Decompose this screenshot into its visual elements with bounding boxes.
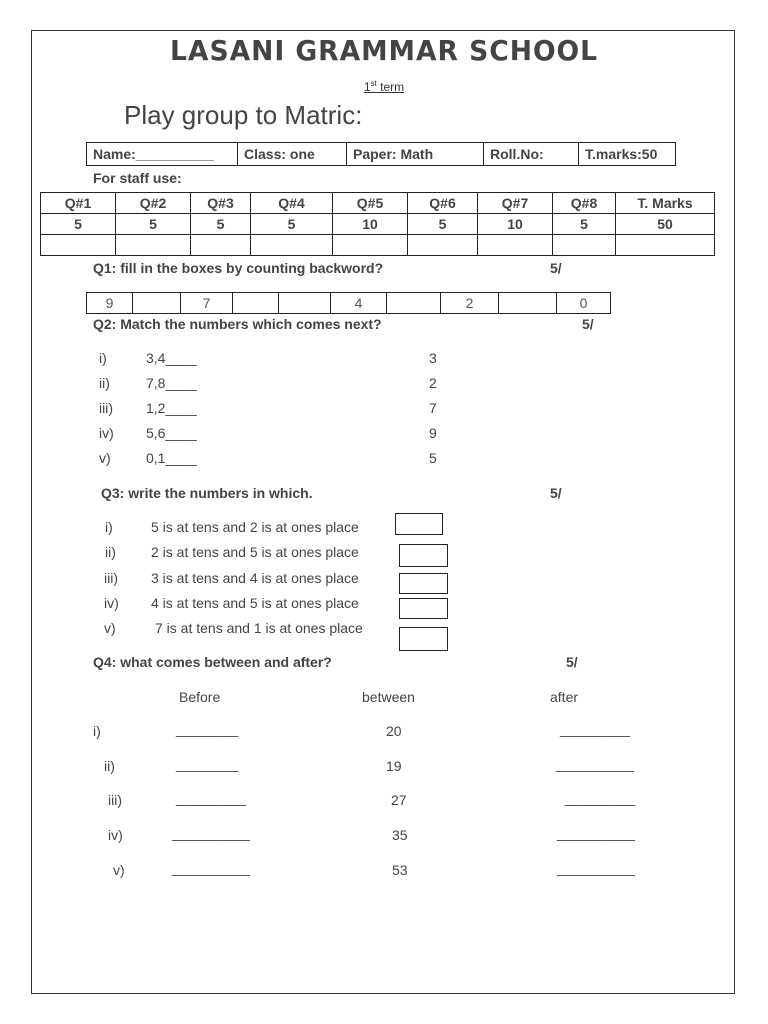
q3-answer-box[interactable] xyxy=(399,598,448,619)
q4-marks: 5/ xyxy=(566,654,578,670)
q4-after-blank[interactable]: __________ xyxy=(556,756,634,772)
q1-title: Q1: fill in the boxes by counting backword? xyxy=(93,260,384,276)
q3-marks: 5/ xyxy=(550,485,562,501)
marks-value-cell: 5 xyxy=(553,214,616,235)
q2-item-num: ii) xyxy=(99,375,110,391)
q1-marks: 5/ xyxy=(550,260,562,276)
q4-title: Q4: what comes between and after? xyxy=(93,654,332,670)
q3-answer-box[interactable] xyxy=(399,573,448,594)
q2-item-num: i) xyxy=(99,350,107,366)
q2-item-text: 7,8____ xyxy=(146,375,197,391)
q3-item-text: 4 is at tens and 5 is at ones place xyxy=(151,595,359,611)
q2-item-text: 3,4____ xyxy=(146,350,197,366)
q3-item-num: ii) xyxy=(105,544,116,560)
q2-answer: 7 xyxy=(429,400,437,416)
q4-row-num: i) xyxy=(93,723,101,739)
q1-box[interactable]: 9 xyxy=(87,293,133,314)
q1-box[interactable] xyxy=(387,293,441,314)
q4-between-value: 19 xyxy=(386,758,402,774)
q4-row-num: v) xyxy=(113,862,125,878)
q2-answer: 3 xyxy=(429,350,437,366)
marks-obtained-row xyxy=(41,235,715,256)
marks-header-cell: Q#2 xyxy=(116,193,191,214)
q3-title: Q3: write the numbers in which. xyxy=(101,485,313,501)
marks-obtained-cell[interactable] xyxy=(116,235,191,256)
class-cell: Class: one xyxy=(238,143,347,166)
q4-col-before: Before xyxy=(179,689,221,705)
term-label xyxy=(0,79,768,94)
marks-value-cell: 5 xyxy=(408,214,478,235)
q4-between-value: 20 xyxy=(386,723,402,739)
q1-boxes xyxy=(86,292,611,314)
marks-header-cell: Q#7 xyxy=(478,193,553,214)
q2-item-num: v) xyxy=(99,450,111,466)
q4-after-blank[interactable]: __________ xyxy=(557,825,635,841)
q4-row-num: iii) xyxy=(108,792,122,808)
school-name: LASANI GRAMMAR SCHOOL xyxy=(170,34,598,67)
q4-col-after: after xyxy=(550,689,579,705)
q2-item-num: iii) xyxy=(99,400,113,416)
term-word: term xyxy=(376,80,405,94)
marks-value-cell: 5 xyxy=(116,214,191,235)
marks-obtained-cell[interactable] xyxy=(553,235,616,256)
q4-before-blank[interactable]: ________ xyxy=(176,756,239,772)
marks-header-cell: Q#4 xyxy=(251,193,333,214)
marks-obtained-cell[interactable] xyxy=(41,235,116,256)
marks-header-cell: T. Marks xyxy=(616,193,715,214)
q1-box[interactable] xyxy=(279,293,331,314)
q4-before-blank[interactable]: __________ xyxy=(172,825,250,841)
marks-header-cell: Q#8 xyxy=(553,193,616,214)
q4-between-value: 35 xyxy=(392,827,408,843)
q3-item-text: 5 is at tens and 2 is at ones place xyxy=(151,519,359,535)
q3-answer-box[interactable] xyxy=(395,513,443,535)
marks-header-cell: Q#1 xyxy=(41,193,116,214)
q4-row-num: ii) xyxy=(104,758,115,774)
q2-marks: 5/ xyxy=(582,316,594,332)
q1-box[interactable] xyxy=(499,293,557,314)
q4-before-blank[interactable]: _________ xyxy=(176,790,247,806)
q3-item-num: v) xyxy=(104,620,116,636)
student-info-table xyxy=(86,142,676,166)
term-suffix: st xyxy=(370,79,377,88)
q3-item-text: 2 is at tens and 5 is at ones place xyxy=(151,544,359,560)
staff-use-label: For staff use: xyxy=(93,170,182,186)
marks-value-cell: 5 xyxy=(251,214,333,235)
marks-header-cell: Q#6 xyxy=(408,193,478,214)
marks-obtained-cell[interactable] xyxy=(251,235,333,256)
q3-answer-box[interactable] xyxy=(399,627,448,651)
marks-obtained-cell[interactable] xyxy=(616,235,715,256)
q2-item-text: 1,2____ xyxy=(146,400,197,416)
q4-after-blank[interactable]: __________ xyxy=(557,860,635,876)
marks-obtained-cell[interactable] xyxy=(408,235,478,256)
q1-box[interactable]: 7 xyxy=(181,293,233,314)
term-number: 1 xyxy=(363,80,371,94)
q3-item-text: 7 is at tens and 1 is at ones place xyxy=(155,620,363,636)
q4-after-blank[interactable]: _________ xyxy=(560,721,631,737)
q2-answer: 2 xyxy=(429,375,437,391)
name-cell[interactable]: Name:__________ xyxy=(87,143,238,166)
q3-item-text: 3 is at tens and 4 is at ones place xyxy=(151,570,359,586)
marks-value-row xyxy=(41,214,715,235)
marks-table xyxy=(40,192,715,256)
q3-item-num: iii) xyxy=(104,570,118,586)
roll-cell[interactable]: Roll.No: xyxy=(484,143,579,166)
page-subtitle: Play group to Matric: xyxy=(124,100,363,130)
q4-before-blank[interactable]: ________ xyxy=(176,721,239,737)
q1-box[interactable]: 2 xyxy=(441,293,499,314)
q4-between-value: 27 xyxy=(391,792,407,808)
marks-header-cell: Q#5 xyxy=(333,193,408,214)
q1-box[interactable] xyxy=(233,293,279,314)
q2-item-num: iv) xyxy=(99,425,114,441)
q4-between-value: 53 xyxy=(392,862,408,878)
paper-cell: Paper: Math xyxy=(347,143,484,166)
marks-obtained-cell[interactable] xyxy=(191,235,251,256)
q3-item-num: iv) xyxy=(104,595,119,611)
q1-box[interactable]: 4 xyxy=(331,293,387,314)
q4-row-num: iv) xyxy=(108,827,123,843)
marks-value-cell: 10 xyxy=(333,214,408,235)
total-marks-cell: T.marks:50 xyxy=(579,143,676,166)
q4-before-blank[interactable]: __________ xyxy=(172,860,250,876)
q2-item-text: 0,1____ xyxy=(146,450,197,466)
q3-item-num: i) xyxy=(105,519,113,535)
marks-obtained-cell[interactable] xyxy=(478,235,553,256)
q2-answer: 9 xyxy=(429,425,437,441)
marks-value-cell: 5 xyxy=(191,214,251,235)
q2-answer: 5 xyxy=(429,450,437,466)
q2-item-text: 5,6____ xyxy=(146,425,197,441)
marks-value-cell: 5 xyxy=(41,214,116,235)
q4-col-between: between xyxy=(362,689,415,705)
q2-title: Q2: Match the numbers which comes next? xyxy=(93,316,382,332)
marks-obtained-cell[interactable] xyxy=(333,235,408,256)
q4-after-blank[interactable]: _________ xyxy=(565,790,636,806)
q3-answer-box[interactable] xyxy=(399,544,448,567)
marks-value-cell: 10 xyxy=(478,214,553,235)
marks-value-cell: 50 xyxy=(616,214,715,235)
marks-header-row xyxy=(41,193,715,214)
marks-header-cell: Q#3 xyxy=(191,193,251,214)
q1-box[interactable] xyxy=(133,293,181,314)
q1-box[interactable]: 0 xyxy=(557,293,611,314)
